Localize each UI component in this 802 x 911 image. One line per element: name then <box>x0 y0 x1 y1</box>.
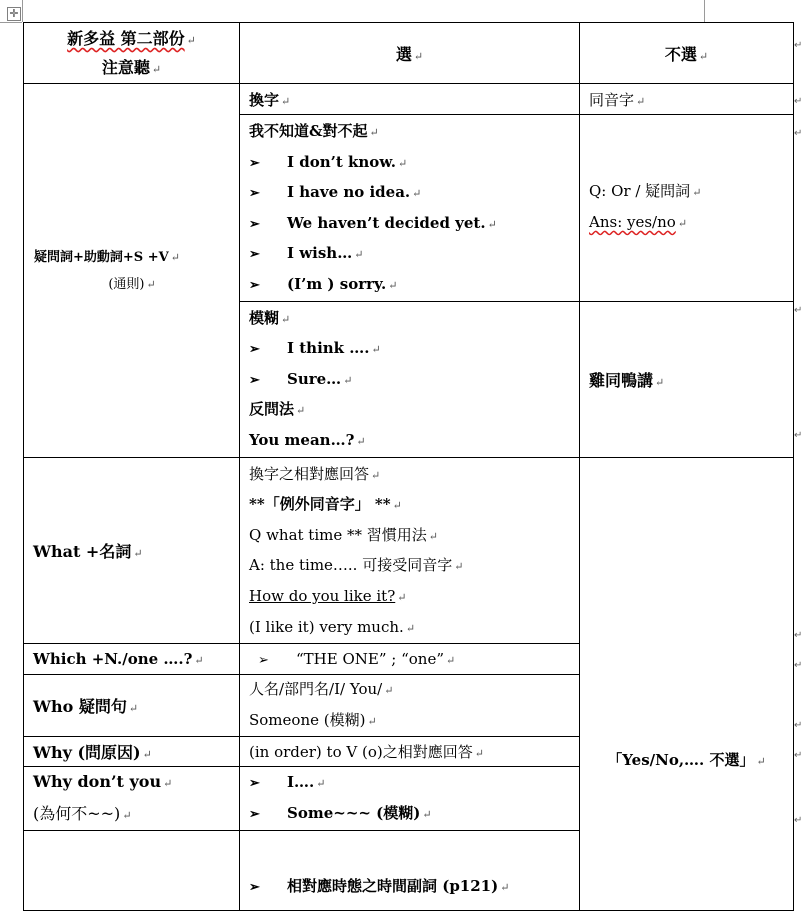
which-cell: Which +N./one ….? ↵ <box>24 644 240 675</box>
yes-no-not-cell: 「Yes/No,…. 不選」 ↵ <box>580 457 794 911</box>
bullet-icon: ➢ <box>249 155 260 171</box>
bullet-icon: ➢ <box>249 247 260 263</box>
why-cell: Why (問原因) ↵ <box>24 737 240 767</box>
header-cell-choose: 選 ↵ <box>240 23 580 84</box>
header-title-line2: 注意聽 <box>101 58 150 77</box>
bullet-icon: ➢ <box>249 372 260 388</box>
bullet-icon: ➢ <box>249 776 260 792</box>
who-cell: Who 疑問句 ↵ <box>24 675 240 737</box>
what-choose-cell: 換字之相對應回答 ↵ **「例外同音字」 ** ↵ Q what time ** 習慣用法 ↵ A: the time….. 可接受同音字 ↵ How do you like it? ↵ (I like it) very much. ↵ <box>240 457 580 644</box>
row-end-mark: ↵ <box>794 305 802 316</box>
bullet-icon: ➢ <box>249 806 260 822</box>
header-cell-not-choose: 不選 ↵ <box>580 23 794 84</box>
bullet-icon: ➢ <box>249 186 260 202</box>
bullet-icon: ➢ <box>249 880 260 896</box>
time-adverb-choose-cell: ➢ 相對應時態之時間副詞 (p121) ↵ <box>240 831 580 911</box>
general-rule-cell: 疑問詞+助動詞+S +V ↵ (通則) ↵ <box>24 84 240 458</box>
time-adverb-left-cell <box>24 831 240 911</box>
or-question-cell: Q: Or / 疑問詞 ↵ Ans: yes/no ↵ <box>580 115 794 302</box>
header-title-line1: 新多益 第二部份 <box>67 29 185 48</box>
row-end-mark: ↵ <box>794 815 802 826</box>
bullet-icon: ➢ <box>249 216 260 232</box>
table-header-row <box>24 23 794 84</box>
dont-know-cell: 我不知道&對不起 ↵ ➢ I don’t know. ↵ ➢ I have no idea. ↵ ➢ We haven’t decided yet. ↵ ➢ I wish… ↵ ➢ (I’m ) sorry. ↵ <box>240 115 580 302</box>
row-end-mark: ↵ <box>794 40 802 51</box>
row-end-mark: ↵ <box>794 430 802 441</box>
which-choose-cell: ➢ “THE ONE” ; “one” ↵ <box>240 644 580 675</box>
row-end-mark: ↵ <box>794 750 802 761</box>
bullet-icon: ➢ <box>258 653 269 669</box>
synonym-choose-cell: 換字 ↵ <box>240 84 580 115</box>
margin-corner-mark <box>22 0 23 22</box>
row-end-mark: ↵ <box>794 720 802 731</box>
margin-corner-mark <box>704 0 705 22</box>
vague-not-cell: 雞同鴨講 ↵ <box>580 301 794 457</box>
bullet-icon: ➢ <box>249 342 260 358</box>
synonym-not-cell: 同音字 ↵ <box>580 84 794 115</box>
header-cell-topic: 新多益 第二部份 ↵ 注意聽 ↵ <box>24 23 240 84</box>
why-dont-choose-cell: ➢ I…. ↵ ➢ Some~~~ (模糊) ↵ <box>240 767 580 831</box>
margin-corner-mark <box>0 22 22 23</box>
notes-table <box>23 22 794 911</box>
bullet-icon: ➢ <box>249 277 260 293</box>
row-end-mark: ↵ <box>794 128 802 139</box>
table-row <box>24 84 794 115</box>
who-choose-cell: 人名/部門名/I/ You/ ↵ Someone (模糊) ↵ <box>240 675 580 737</box>
why-choose-cell: (in order) to V (o)之相對應回答 ↵ <box>240 737 580 767</box>
why-dont-cell: Why don’t you ↵ (為何不~~) ↵ <box>24 767 240 831</box>
row-end-mark: ↵ <box>794 96 802 107</box>
what-cell: What +名詞 ↵ <box>24 457 240 644</box>
row-end-mark: ↵ <box>794 660 802 671</box>
row-end-mark: ↵ <box>794 630 802 641</box>
table-row <box>24 457 794 644</box>
table-move-handle-icon[interactable]: ✛ <box>7 7 21 21</box>
vague-cell: 模糊 ↵ ➢ I think …. ↵ ➢ Sure… ↵ 反問法 ↵ You mean…? ↵ <box>240 301 580 457</box>
